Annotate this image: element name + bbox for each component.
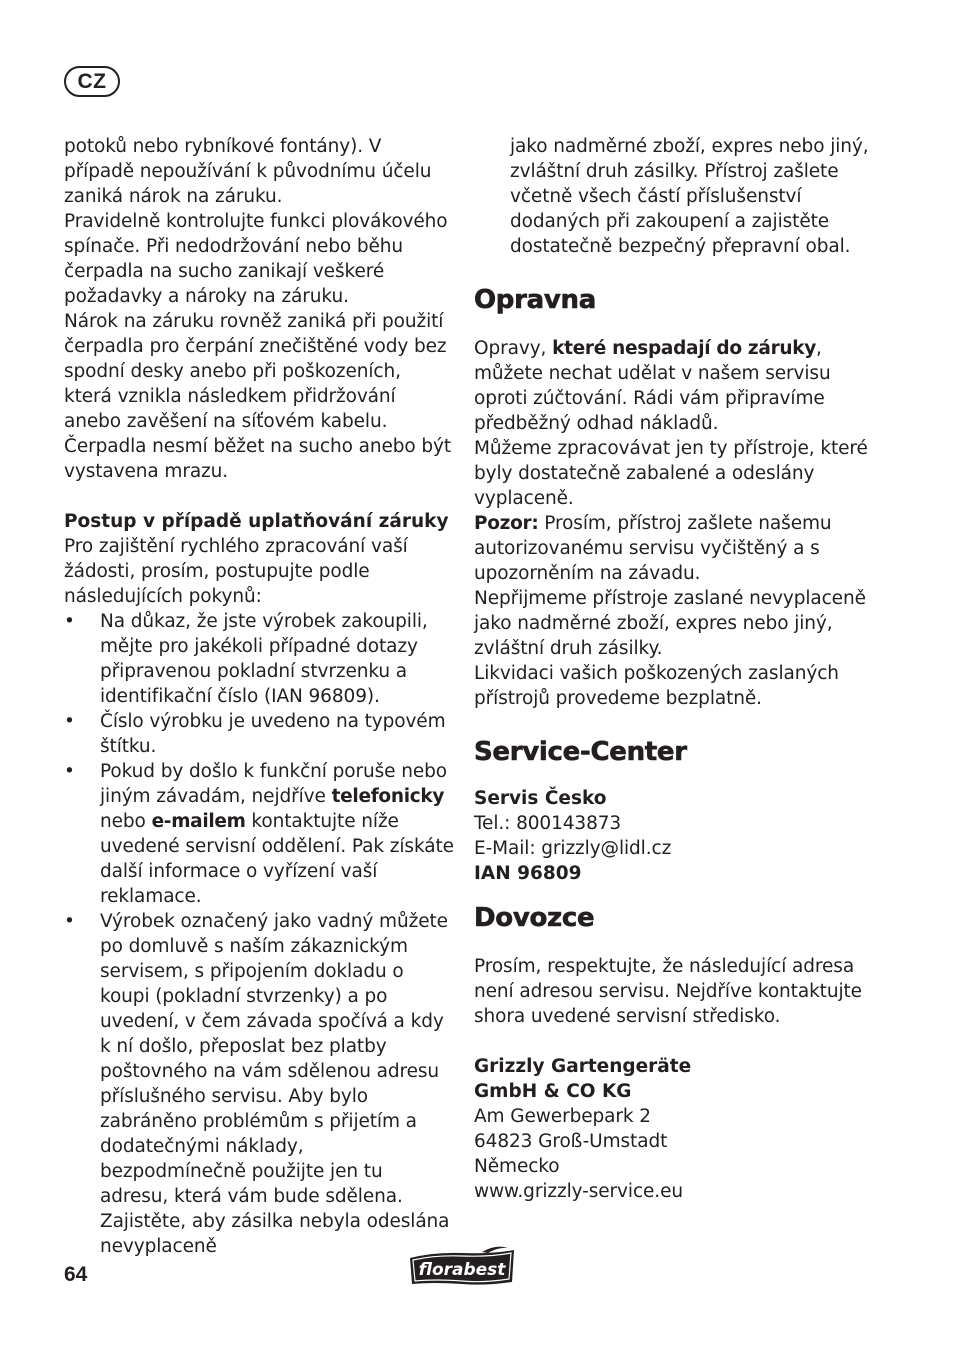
paragraph-float-switch: Pravidelně kontrolujte funkci plovákového spínače. Při nedodržování nebo běhu čerpadla na sucho zanikají veškeré požadavky a nároky na záruku. (64, 211, 448, 307)
bullet-icon: • (64, 711, 75, 732)
paragraph-usage: potoků nebo rybníkové fontány). V případě nepoužívání k původnímu účelu zaniká nárok na záruku. (64, 136, 432, 207)
importer-city: 64823 Groß-Umstadt (474, 1131, 668, 1152)
service-email: E-Mail: grizzly@lidl.cz (474, 838, 672, 859)
warranty-procedure-intro: Pro zajištění rychlého zpracování vaší žádosti, prosím, postupujte podle následujících pokynů: (64, 536, 408, 607)
service-phone: Tel.: 800143873 (474, 813, 622, 834)
importer-street: Am Gewerbepark 2 (474, 1106, 651, 1127)
emphasis-not-warranty: které nespadají do záruky (552, 338, 817, 359)
emphasis-email: e-mailem (151, 811, 246, 832)
repair-paragraph-1: Opravy, které nespadají do záruky, můžete nechat udělat v našem servisu oproti zúčtování. Rádi vám připravíme předběžný odhad nákladů. (474, 338, 831, 434)
list-item-text: Pokud by došlo k funkční poruše nebo jiným závadám, nejdříve (100, 761, 447, 807)
right-column (474, 134, 872, 1204)
bullet-icon: • (64, 611, 75, 632)
list-item (64, 609, 454, 709)
bullet-icon: • (64, 911, 75, 932)
list-item (64, 709, 454, 759)
importer-website: www.grizzly-service.eu (474, 1181, 683, 1202)
repair-paragraph-5: Likvidaci vašich poškozených zaslaných přístrojů provedeme bezplatně. (474, 663, 839, 709)
florabest-logo (404, 1244, 520, 1288)
bullet-icon: • (64, 761, 75, 782)
warranty-procedure-heading: Postup v případě uplatňování záruky (64, 511, 449, 532)
attention-label: Pozor: (474, 513, 539, 534)
importer-company-line2: GmbH & CO KG (474, 1081, 632, 1102)
warranty-steps-list (64, 609, 454, 1259)
list-item (64, 909, 454, 1259)
list-item-text: nebo (100, 811, 152, 832)
section-heading-importer: Dovozce (474, 903, 595, 933)
language-badge: CZ (64, 66, 120, 97)
list-item-text: kontaktujte níže uvedené servisní oddělení. Pak získáte další informace o vyřízení vaší reklamace. (100, 811, 454, 907)
importer-company-line1: Grizzly Gartengeräte (474, 1056, 692, 1077)
importer-country: Německo (474, 1156, 560, 1177)
section-heading-repair: Opravna (474, 285, 596, 315)
logo-text: florabest (418, 1260, 506, 1280)
repair-paragraph-2: Můžeme zpracovávat jen ty přístroje, které byly dostatečně zabalené a odeslány vyplaceně. (474, 438, 868, 509)
list-item-text: Výrobek označený jako vadný můžete po domluvě s naším zákaznickým servisem, s připojením dokladu o koupi (pokladní stvrzenky) a po uvedení, v čem závada spočívá a kdy k ní došlo, přeposlat bez platby poštovného na vám sdělenou adresu příslušného servisu. Aby bylo zabráněno problémům s přijetím a dodatečnými náklady, bezpodmínečně použijte jen tu adresu, která vám bude sdělena. Zajistěte, aby zásilka nebyla odeslána nevyplaceně (100, 911, 450, 1257)
list-item-text: Číslo výrobku je uvedeno na typovém štítku. (100, 711, 446, 757)
service-ian: IAN 96809 (474, 863, 582, 884)
repair-paragraph-3: Pozor: Prosím, přístroj zašlete našemu autorizovanému servisu vyčištěný a s upozorněním na závadu. (474, 513, 832, 584)
repair-paragraph-4: Nepřijmeme přístroje zaslané nevyplaceně jako nadměrné zboží, expres nebo jiný, zvláštní druh zásilky. (474, 588, 866, 659)
paragraph-continuation: jako nadměrné zboží, expres nebo jiný, zvláštní druh zásilky. Přístroj zašlete včetně všech částí příslušenství dodaných při zakoupení a zajistěte dostatečně bezpečný přepravní obal. (510, 136, 869, 257)
page-number: 64 (64, 1263, 88, 1286)
service-country: Servis Česko (474, 788, 607, 809)
paragraph-warranty-void: Nárok na záruku rovněž zaniká při použití čerpadla pro čerpání znečištěné vody bez spodní desky anebo při poškozeních, která vznikla následkem přidržování anebo zavěšení na síťovém kabelu. Čerpadla nesmí běžet na sucho anebo být vystavena mrazu. (64, 311, 452, 482)
left-column (64, 134, 454, 1259)
emphasis-phone: telefonicky (331, 786, 445, 807)
section-heading-service-center: Service-Center (474, 737, 687, 767)
list-item (64, 759, 454, 909)
list-item-text: Na důkaz, že jste výrobek zakoupili, mějte pro jakékoli případné dotazy připravenou pokladní stvrzenku a identifikační číslo (IAN 96809). (100, 611, 428, 707)
importer-note: Prosím, respektujte, že následující adresa není adresou servisu. Nejdříve kontaktujte shora uvedené servisní středisko. (474, 956, 862, 1027)
